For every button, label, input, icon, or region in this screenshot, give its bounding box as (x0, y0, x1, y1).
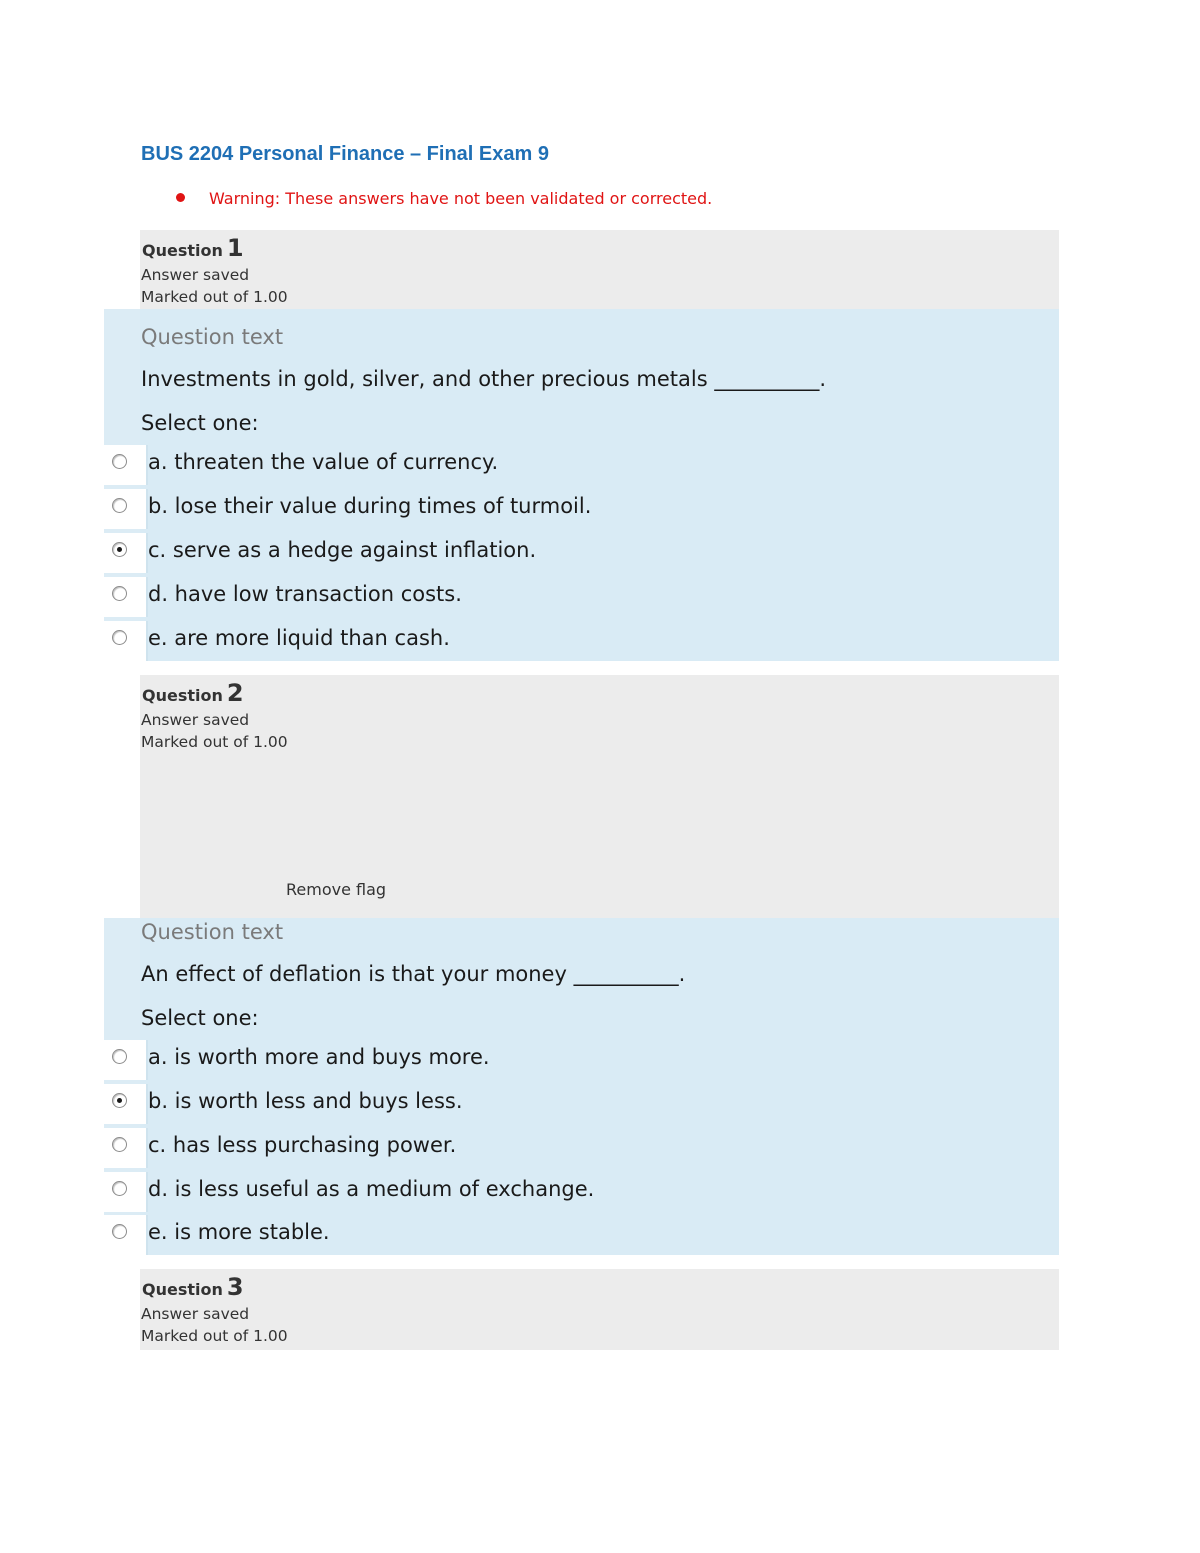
option-label[interactable]: a. threaten the value of currency. (148, 450, 499, 474)
radio-cell (104, 489, 148, 529)
answer-status: Answer saved (141, 711, 250, 729)
option-label[interactable]: c. has less purchasing power. (148, 1133, 457, 1157)
answer-option-a[interactable] (104, 1040, 1059, 1080)
answer-status: Answer saved (141, 266, 250, 284)
answer-status: Answer saved (141, 1305, 250, 1323)
option-label[interactable]: e. is more stable. (148, 1220, 330, 1244)
question-label: Question (142, 241, 223, 260)
question-label: Question (142, 686, 223, 705)
question-1-body (104, 309, 1059, 661)
answer-option-e[interactable] (104, 1215, 1059, 1255)
answer-option-a[interactable] (104, 445, 1059, 485)
question-prompt: An effect of deflation is that your money __________. (141, 962, 686, 986)
question-prompt: Investments in gold, silver, and other precious metals __________. (141, 367, 827, 391)
radio-button[interactable] (112, 1049, 127, 1064)
warning-text: Warning: These answers have not been validated or corrected. (209, 189, 713, 208)
marked-out-of: Marked out of 1.00 (141, 733, 288, 751)
question-label: Question (142, 1280, 223, 1299)
select-one-label: Select one: (141, 1006, 259, 1030)
radio-cell (104, 1040, 148, 1080)
radio-cell (104, 577, 148, 617)
question-number-line (142, 1273, 244, 1301)
question-2-header (140, 675, 1059, 918)
answer-option-e[interactable] (104, 621, 1059, 661)
remove-flag-link[interactable]: Remove flag (286, 880, 387, 899)
radio-button[interactable] (112, 630, 127, 645)
document-title: BUS 2204 Personal Finance – Final Exam 9 (141, 143, 549, 165)
answer-option-c[interactable] (104, 533, 1059, 573)
question-number: 2 (226, 679, 244, 707)
question-1-header (140, 230, 1059, 309)
question-text-label: Question text (141, 920, 284, 944)
radio-cell (104, 1172, 148, 1212)
answer-option-d[interactable] (104, 1172, 1059, 1212)
bullet-icon (176, 193, 185, 202)
warning-line (176, 189, 712, 208)
select-one-label: Select one: (141, 411, 259, 435)
marked-out-of: Marked out of 1.00 (141, 1327, 288, 1345)
radio-button[interactable] (112, 498, 127, 513)
question-number: 1 (226, 234, 244, 262)
option-label[interactable]: e. are more liquid than cash. (148, 626, 450, 650)
answer-option-d[interactable] (104, 577, 1059, 617)
answer-option-c[interactable] (104, 1128, 1059, 1168)
question-number: 3 (226, 1273, 244, 1301)
radio-button[interactable] (112, 454, 127, 469)
option-label[interactable]: a. is worth more and buys more. (148, 1045, 490, 1069)
option-label[interactable]: d. is less useful as a medium of exchange. (148, 1177, 595, 1201)
marked-out-of: Marked out of 1.00 (141, 288, 288, 306)
radio-button[interactable] (112, 1137, 127, 1152)
answer-option-b[interactable] (104, 489, 1059, 529)
question-3-header (140, 1269, 1059, 1350)
radio-cell (104, 1128, 148, 1168)
question-2-body (104, 918, 1059, 1255)
option-label[interactable]: d. have low transaction costs. (148, 582, 462, 606)
radio-cell (104, 1215, 148, 1255)
option-label[interactable]: c. serve as a hedge against inflation. (148, 538, 537, 562)
radio-button[interactable] (112, 1181, 127, 1196)
option-label[interactable]: b. lose their value during times of turmoil. (148, 494, 592, 518)
question-text-label: Question text (141, 325, 284, 349)
radio-cell (104, 533, 148, 573)
option-label[interactable]: b. is worth less and buys less. (148, 1089, 463, 1113)
radio-cell (104, 445, 148, 485)
radio-button-selected[interactable] (112, 1093, 127, 1108)
radio-button[interactable] (112, 586, 127, 601)
radio-button[interactable] (112, 1224, 127, 1239)
question-number-line (142, 234, 244, 262)
radio-button-selected[interactable] (112, 542, 127, 557)
answer-option-b[interactable] (104, 1084, 1059, 1124)
radio-cell (104, 621, 148, 661)
radio-cell (104, 1084, 148, 1124)
question-number-line (142, 679, 244, 707)
